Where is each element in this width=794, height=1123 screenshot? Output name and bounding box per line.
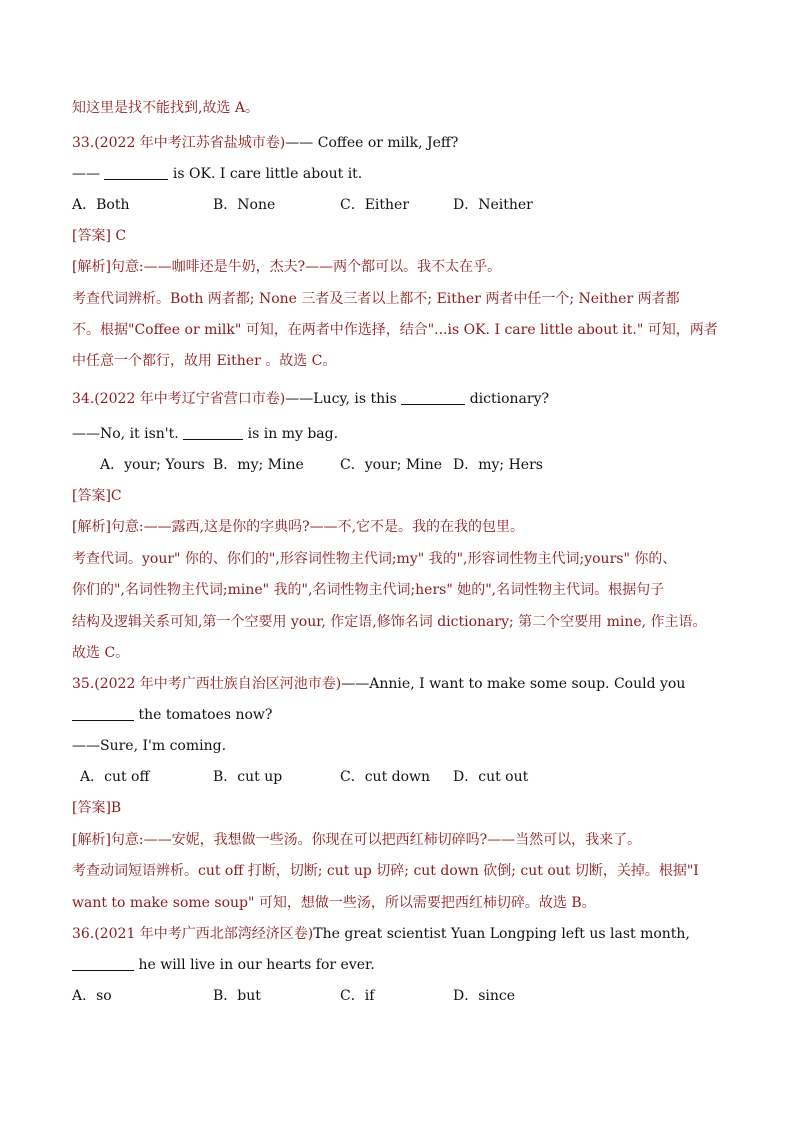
q36-blank xyxy=(72,956,134,971)
q35-blank xyxy=(72,706,134,721)
q33-dash: —— xyxy=(72,166,100,182)
q36-stem-line2 xyxy=(72,955,375,975)
q34-stem-line2 xyxy=(72,424,338,444)
q35-source: (2022 年中考广西壮族自治区河池市卷) xyxy=(94,676,342,692)
q36-number: 36. xyxy=(72,926,95,942)
q36-stem1: The great scientist Yuan Longping left us last month, xyxy=(313,926,690,942)
q33-stem2: is OK. I care little about it. xyxy=(172,166,363,182)
q34-source: (2022 年中考辽宁省营口市卷) xyxy=(94,391,286,407)
q33-analysis-4: 中任意一个都行，故用 Either 。故选 C。 xyxy=(72,353,337,369)
q35-stem-line3: ——Sure, I'm coming. xyxy=(72,738,227,754)
q35-analysis-3: want to make some soup" 可知，想做一些汤，所以需要把西红柿切碎。故选 B。 xyxy=(72,895,596,911)
q33-analysis-1: [解析]句意:——咖啡还是牛奶，杰夫?——两个都可以。我不太在乎。 xyxy=(72,259,502,275)
q36-source: (2021 年中考广西北部湾经济区卷) xyxy=(94,926,314,942)
q35-stem-line1 xyxy=(72,674,685,694)
q34-blank-1 xyxy=(401,390,465,405)
q34-stem1-pre: ——Lucy, is this xyxy=(285,391,397,407)
q33-stem1: —— Coffee or milk, Jeff? xyxy=(285,135,459,151)
q34-analysis-1: [解析]句意:——露西,这是你的字典吗?——不,它不是。我的在我的包里。 xyxy=(72,519,525,535)
q36-stem-line1 xyxy=(72,924,690,944)
q33-answer: [答案] C xyxy=(72,228,127,244)
q33-analysis-2: 考查代词辨析。Both 两者都; None 三者及三者以上都不; Either 两者中任一个; Neither 两者都 xyxy=(72,291,680,307)
q34-blank-2 xyxy=(183,425,243,440)
intro-text: 知这里是找不能找到,故选 A。 xyxy=(72,100,260,116)
q34-option-c: C．your; Mine xyxy=(340,457,443,473)
q33-option-b: B．None xyxy=(213,197,276,213)
q34-analysis-3: 你们的",名词性物主代词;mine" 我的",名词性物主代词;hers" 她的",名词性物主代词。根据句子 xyxy=(72,582,665,598)
q33-analysis-3: 不。根据"Coffee or milk" 可知，在两者中作选择，结合"...is OK. I care little about it." 可知，两者 xyxy=(72,322,718,338)
q34-stem-line1 xyxy=(72,389,549,409)
q34-option-a: A．your; Yours xyxy=(100,457,205,473)
q34-stem1-post: dictionary? xyxy=(469,391,550,407)
q33-number: 33. xyxy=(72,135,95,151)
q34-analysis-4: 结构及逻辑关系可知,第一个空要用 your, 作定语,修饰名词 dictionary; 第二个空要用 mine, 作主语。 xyxy=(72,614,707,630)
q35-analysis-2: 考查动词短语辨析。cut off 打断，切断; cut up 切碎; cut down 砍倒; cut out 切断，关掉。根据"I xyxy=(72,863,699,879)
q33-source: (2022 年中考江苏省盐城市卷) xyxy=(94,135,286,151)
intro-line xyxy=(72,98,259,118)
q33-option-a: A．Both xyxy=(72,197,130,213)
q33-stem-line2 xyxy=(72,164,362,184)
q34-option-b: B．my; Mine xyxy=(213,457,304,473)
q36-option-a: A．so xyxy=(72,988,112,1004)
q35-stem1: ——Annie, I want to make some soup. Could you xyxy=(341,676,686,692)
q35-option-d: D．cut out xyxy=(453,769,529,785)
q33-blank xyxy=(104,165,168,180)
q34-stem2-pre: ——No, it isn't. xyxy=(72,426,179,442)
q36-option-b: B．but xyxy=(213,988,261,1004)
q34-answer: [答案]C xyxy=(72,488,122,504)
q35-stem2: the tomatoes now? xyxy=(138,707,273,723)
q33-option-d: D．Neither xyxy=(453,197,533,213)
q35-option-a: A．cut off xyxy=(80,769,150,785)
q35-number: 35. xyxy=(72,676,95,692)
q34-stem2-post: is in my bag. xyxy=(247,426,339,442)
q35-analysis-1: [解析]句意:——安妮，我想做一些汤。你现在可以把西红柿切碎吗?——当然可以，我来了。 xyxy=(72,832,642,848)
q33-stem-line1 xyxy=(72,133,458,153)
q34-analysis-2: 考查代词。your" 你的、你们的",形容词性物主代词;my" 我的",形容词性物主代词;yours" 你的、 xyxy=(72,551,677,567)
q36-option-c: C．if xyxy=(340,988,375,1004)
q36-stem2: he will live in our hearts for ever. xyxy=(138,957,375,973)
q34-option-d: D．my; Hers xyxy=(453,457,543,473)
q34-analysis-5: 故选 C。 xyxy=(72,645,130,661)
q35-answer: [答案]B xyxy=(72,800,122,816)
q35-stem-line2 xyxy=(72,705,272,725)
q33-option-c: C．Either xyxy=(340,197,410,213)
q36-option-d: D．since xyxy=(453,988,516,1004)
q35-option-c: C．cut down xyxy=(340,769,431,785)
q34-number: 34. xyxy=(72,391,95,407)
q35-option-b: B．cut up xyxy=(213,769,283,785)
